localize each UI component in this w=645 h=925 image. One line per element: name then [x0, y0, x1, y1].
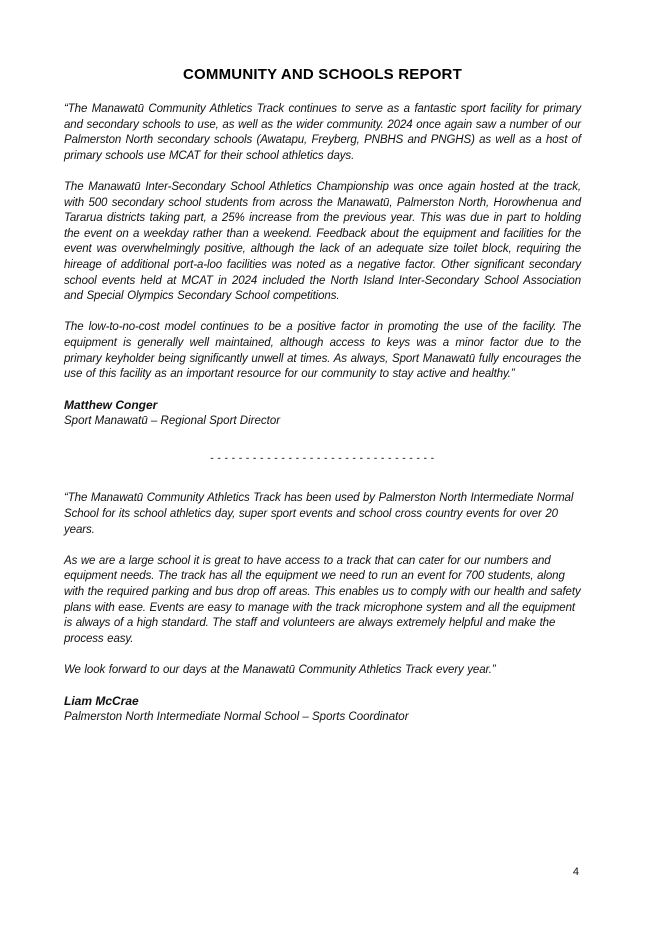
testimonial-1-paragraph-3: The low-to-no-cost model continues to be a positive factor in promoting the use of the facility. The equipment is generally well maintained, although access to keys was a minor factor due to the primary keyholder being significantly unwell at times. As always, Sport Manawatū fully encourages the use of this facility as an important resource for our community to stay active and healthy.” [64, 321, 581, 381]
dashed-separator: - - - - - - - - - - - - - - - - - - - - - - - - - - - - - - - - [210, 453, 435, 465]
testimonial-1-paragraph-1: “The Manawatū Community Athletics Track continues to serve as a fantastic sport facility for primary and secondary schools to use, as well as the wider community. 2024 once again saw a number of our Palmerston North secondary schools (Awatapu, Freyberg, PNBHS and PNGHS) as well as a host of primary schools use MCAT for their school athletics days. [64, 103, 581, 162]
testimonial-sport-manawatu [64, 102, 581, 429]
testimonial-pn-intermediate [64, 491, 581, 725]
author-name: Matthew Conger [64, 398, 158, 413]
testimonial-1-paragraph-2: The Manawatū Inter-Secondary School Athletics Championship was once again hosted at the track, with 500 secondary school students from across the Manawatū, Palmerston North, Horowhenua and Tararua districts taking part, a 25% increase from the previous year. This was due in part to holding the event on a weekday rather than a weekend. Feedback about the equipment and facilities for the event was overwhelmingly positive, although the lack of an adequate size toilet block, requiring the hireage of additional port-a-loo facilities was noted as a negative factor. Other significant secondary school events held at MCAT in 2024 included the North Island Inter-Secondary School Association and Special Olympics Secondary School competitions. [64, 180, 581, 303]
testimonial-2-paragraph-2: As we are a large school it is great to have access to a track that can cater for our numbers and equipment needs. The track has all the equipment we need to run an event for 700 students, along with the required parking and bus drop off areas. This enables us to comply with our health and safety plans with ease. Events are easy to manage with the track microphone system and all the equipment is always of a high standard. The staff and volunteers are always extremely helpful and make the process easy. [64, 554, 581, 645]
author-role: Sport Manawatū – Regional Sport Director [64, 414, 281, 427]
testimonial-2-paragraph-1: “The Manawatū Community Athletics Track has been used by Palmerston North Intermediate Normal School for its school athletics day, super sport events and school cross country events for over 20 years. [64, 492, 574, 536]
author-name: Liam McCrae [64, 694, 139, 709]
testimonial-2-paragraph-3: We look forward to our days at the Manawatū Community Athletics Track every year.” [64, 664, 496, 676]
page-number: 4 [572, 866, 579, 878]
page-title: COMMUNITY AND SCHOOLS REPORT [183, 66, 462, 83]
author-role: Palmerston North Intermediate Normal School – Sports Coordinator [64, 710, 409, 723]
